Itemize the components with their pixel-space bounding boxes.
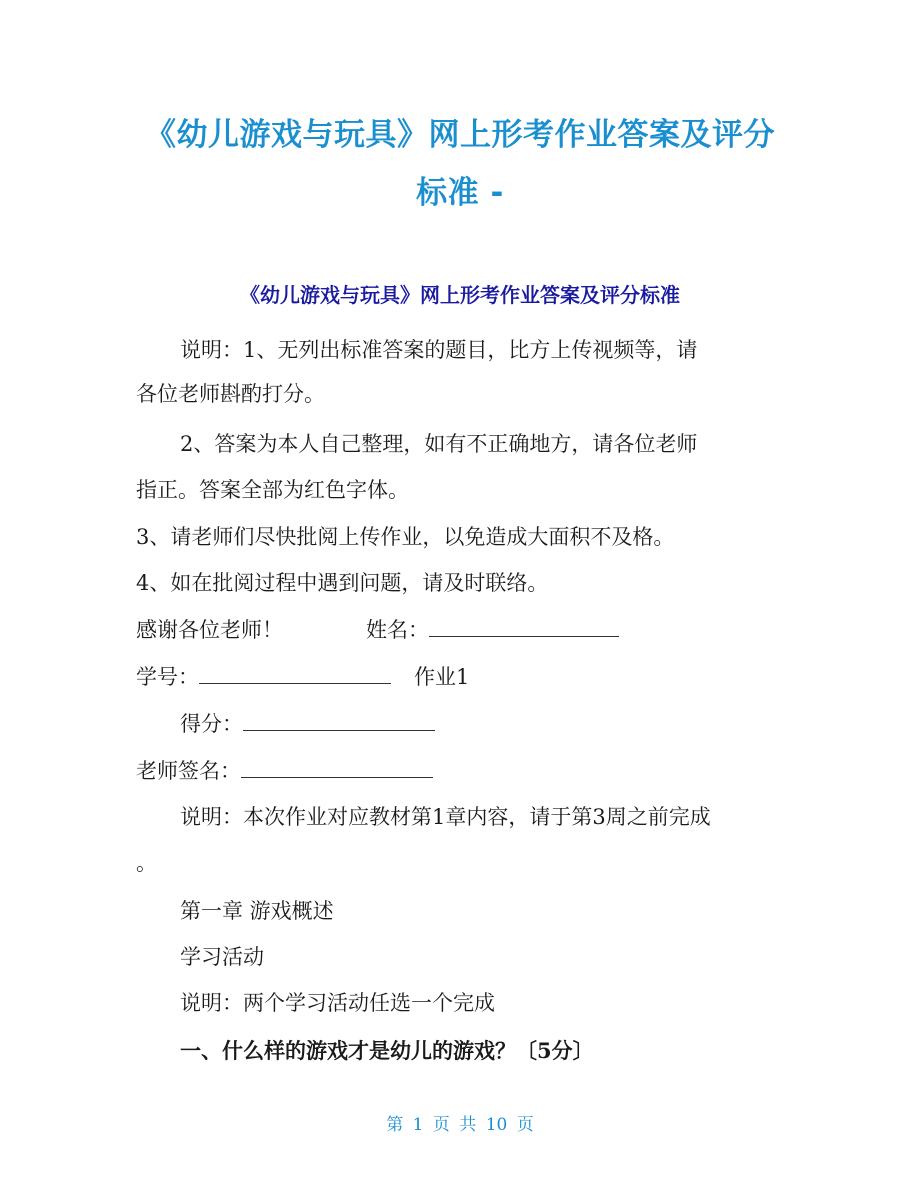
score-label: 得分： bbox=[180, 712, 243, 736]
document-subtitle: 《幼儿游戏与玩具》网上形考作业答案及评分标准 bbox=[240, 283, 680, 307]
teacher-sign-field bbox=[136, 761, 433, 782]
note3-line: 3、请老师们尽快批阅上传作业，以免造成大面积不及格。 bbox=[136, 525, 675, 549]
name-label: 姓名： bbox=[366, 618, 429, 642]
document-title-line1: 《幼儿游戏与玩具》网上形考作业答案及评分 bbox=[145, 117, 775, 153]
score-blank bbox=[243, 726, 435, 731]
activity-heading: 学习活动 bbox=[180, 945, 264, 969]
thanks-line bbox=[136, 620, 283, 641]
note4-line: 4、如在批阅过程中遇到问题，请及时联络。 bbox=[136, 571, 549, 595]
homework-label: 作业1 bbox=[414, 665, 470, 689]
document-title-line2: 标准 - bbox=[416, 175, 504, 211]
thanks-text: 感谢各位老师！ bbox=[136, 618, 283, 642]
page-footer: 第 1 页 共 10 页 bbox=[386, 1115, 534, 1135]
question-1: 一、什么样的游戏才是幼儿的游戏？〔5分〕 bbox=[180, 1038, 594, 1063]
homework-note-line-a: 说明：本次作业对应教材第1章内容，请于第3周之前完成 bbox=[180, 805, 711, 829]
homework-note-line-b: 。 bbox=[136, 851, 157, 875]
teacher-sign-label: 老师签名： bbox=[136, 759, 241, 783]
student-id-blank bbox=[199, 679, 391, 684]
teacher-sign-blank bbox=[241, 773, 433, 778]
note2-line-a: 2、答案为本人自己整理，如有不正确地方，请各位老师 bbox=[180, 432, 698, 456]
name-field bbox=[366, 620, 619, 641]
student-id-label: 学号： bbox=[136, 665, 199, 689]
chapter-heading: 第一章 游戏概述 bbox=[180, 899, 334, 923]
note2-line-b: 指正。答案全部为红色字体。 bbox=[136, 478, 409, 502]
score-field bbox=[180, 714, 435, 735]
note1-line-a: 说明：1、无列出标准答案的题目，比方上传视频等，请 bbox=[180, 338, 698, 362]
activity-note: 说明：两个学习活动任选一个完成 bbox=[180, 991, 495, 1015]
note1-line-b: 各位老师斟酌打分。 bbox=[136, 382, 325, 406]
name-blank bbox=[429, 632, 619, 637]
student-id-field bbox=[136, 667, 391, 688]
